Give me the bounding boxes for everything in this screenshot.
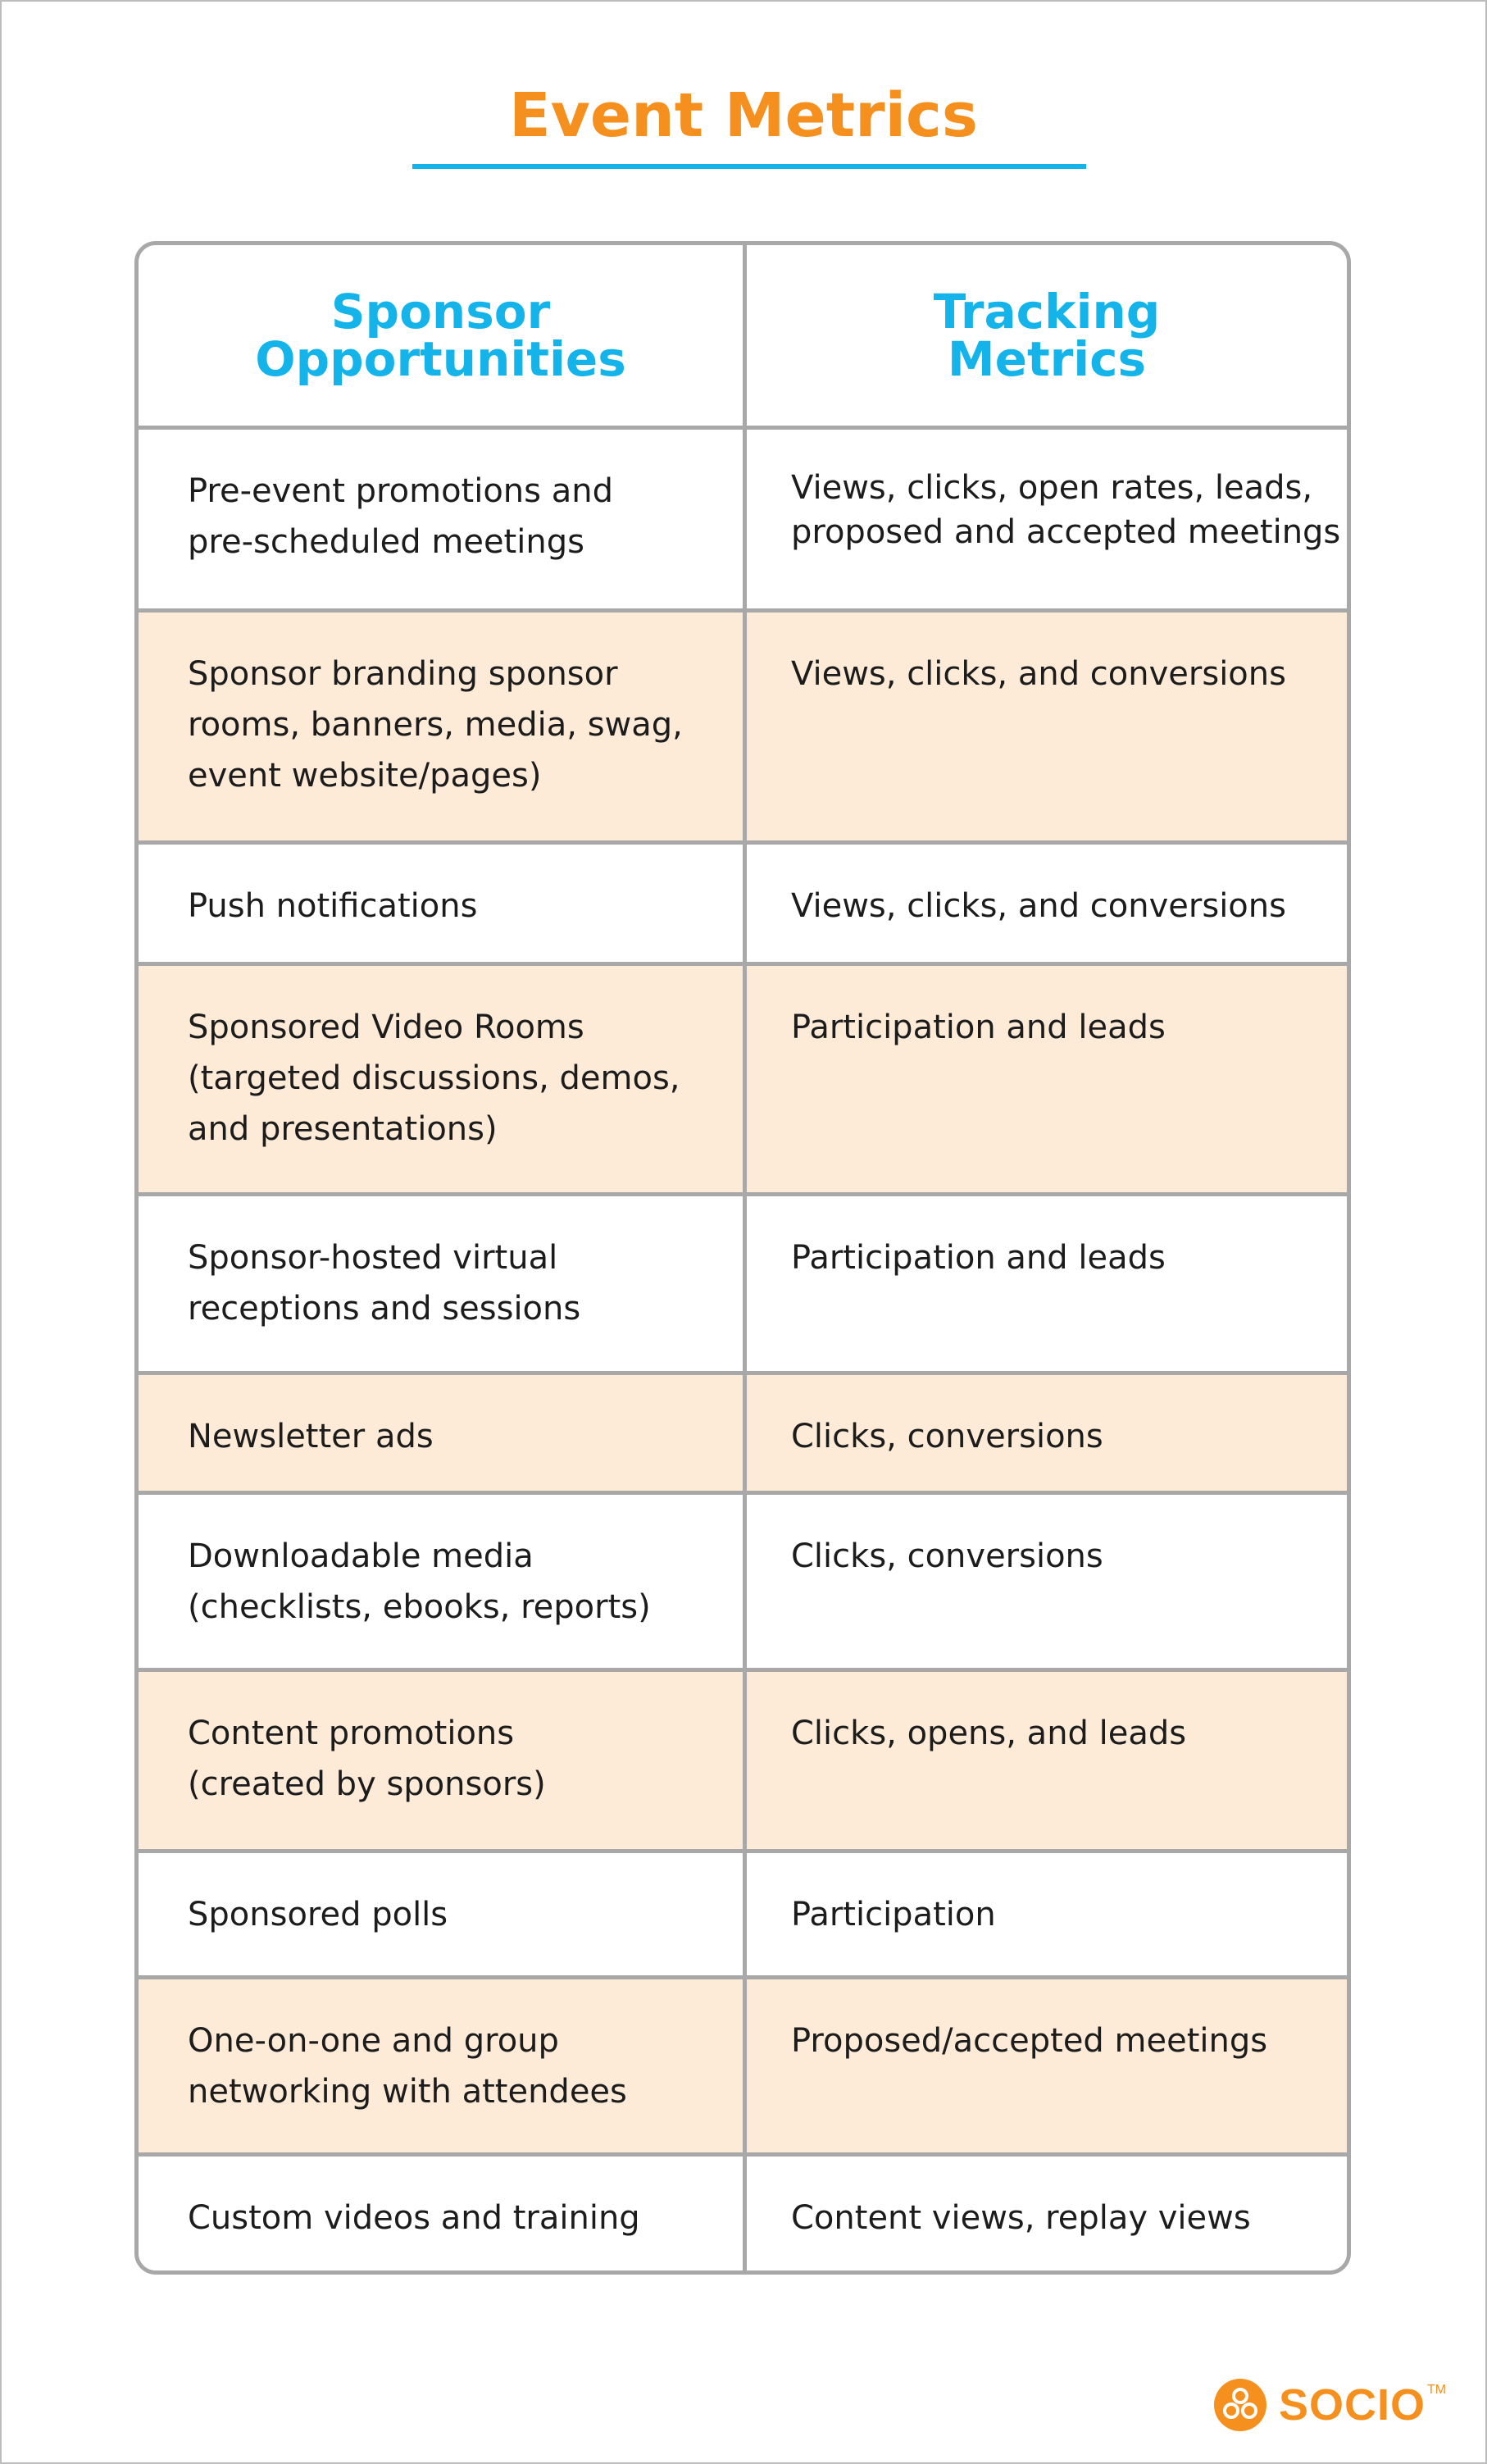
cell-text: (created by sponsors) — [188, 1765, 546, 1803]
metrics-cell — [747, 2157, 1347, 2275]
opportunity-cell — [139, 2157, 747, 2275]
opportunity-cell — [139, 1495, 747, 1668]
cell-text: Views, clicks, open rates, leads, — [791, 469, 1313, 507]
metrics-cell — [747, 845, 1347, 962]
cell-text: (checklists, ebooks, reports) — [188, 1588, 651, 1626]
table-header-row — [139, 245, 1347, 426]
cell-text: and presentations) — [188, 1110, 498, 1148]
table-row — [139, 962, 1347, 1192]
table-row — [139, 1192, 1347, 1371]
cell-text: Participation and leads — [791, 1239, 1166, 1277]
table-row — [139, 1849, 1347, 1975]
table-row — [139, 426, 1347, 608]
table-row — [139, 1371, 1347, 1491]
header-text: Sponsor — [330, 284, 551, 339]
page-title: Event Metrics — [509, 80, 978, 151]
cell-text: Clicks, conversions — [791, 1537, 1103, 1575]
cell-text: networking with attendees — [188, 2073, 627, 2111]
metrics-cell — [747, 1495, 1347, 1668]
metrics-cell — [747, 1375, 1347, 1491]
opportunity-cell — [139, 1853, 747, 1975]
opportunity-cell — [139, 966, 747, 1192]
logo-wordmark: SOCIO — [1279, 2380, 1426, 2430]
metrics-cell — [747, 1853, 1347, 1975]
cell-text: Content promotions — [188, 1715, 515, 1752]
opportunity-cell — [139, 1672, 747, 1849]
opportunity-cell — [139, 613, 747, 840]
metrics-cell — [747, 1196, 1347, 1371]
metrics-cell — [747, 613, 1347, 840]
cell-text: Clicks, conversions — [791, 1418, 1103, 1455]
opportunity-cell — [139, 1979, 747, 2152]
cell-text: Clicks, opens, and leads — [791, 1715, 1187, 1752]
cell-text: Sponsor branding sponsor — [188, 655, 618, 693]
metrics-cell — [747, 966, 1347, 1192]
metrics-cell — [747, 430, 1347, 608]
trademark-symbol: TM — [1427, 2383, 1447, 2397]
table-row — [139, 1491, 1347, 1668]
table-row — [139, 608, 1347, 840]
cell-text: receptions and sessions — [188, 1290, 581, 1328]
cell-text: event website/pages) — [188, 757, 542, 795]
cell-text: One-on-one and group — [188, 2022, 559, 2060]
header-text: Opportunities — [255, 331, 626, 387]
title-underline — [412, 164, 1086, 169]
table-row — [139, 1668, 1347, 1849]
opportunity-cell — [139, 845, 747, 962]
table-row — [139, 2152, 1347, 2275]
socio-logo — [1213, 2376, 1446, 2434]
cell-text: pre-scheduled meetings — [188, 523, 584, 561]
table-row — [139, 840, 1347, 962]
cell-text: rooms, banners, media, swag, — [188, 706, 683, 744]
cell-text: (targeted discussions, demos, — [188, 1059, 680, 1097]
metrics-table — [134, 241, 1351, 2275]
cell-text: Views, clicks, and conversions — [791, 655, 1286, 693]
header-text: Tracking — [933, 284, 1161, 339]
cell-text: Participation — [791, 1896, 996, 1933]
metrics-cell — [747, 1979, 1347, 2152]
cell-text: Newsletter ads — [188, 1418, 434, 1455]
cell-text: Content views, replay views — [791, 2199, 1251, 2237]
socio-logo-icon — [1213, 2378, 1267, 2432]
opportunity-cell — [139, 1196, 747, 1371]
cell-text: Views, clicks, and conversions — [791, 887, 1286, 925]
header-text: Metrics — [947, 331, 1147, 387]
cell-text: proposed and accepted meetings — [791, 513, 1341, 551]
header-sponsor-opportunities — [139, 245, 747, 426]
opportunity-cell — [139, 430, 747, 608]
cell-text: Pre-event promotions and — [188, 472, 613, 510]
table-row — [139, 1975, 1347, 2152]
cell-text: Proposed/accepted meetings — [791, 2022, 1268, 2060]
cell-text: Custom videos and training — [188, 2199, 640, 2237]
cell-text: Sponsored Video Rooms — [188, 1009, 584, 1046]
cell-text: Sponsor-hosted virtual — [188, 1239, 558, 1277]
opportunity-cell — [139, 1375, 747, 1491]
cell-text: Sponsored polls — [188, 1896, 448, 1933]
cell-text: Push notifications — [188, 887, 478, 925]
cell-text: Participation and leads — [791, 1009, 1166, 1046]
cell-text: Downloadable media — [188, 1537, 534, 1575]
metrics-cell — [747, 1672, 1347, 1849]
header-tracking-metrics — [747, 245, 1347, 426]
